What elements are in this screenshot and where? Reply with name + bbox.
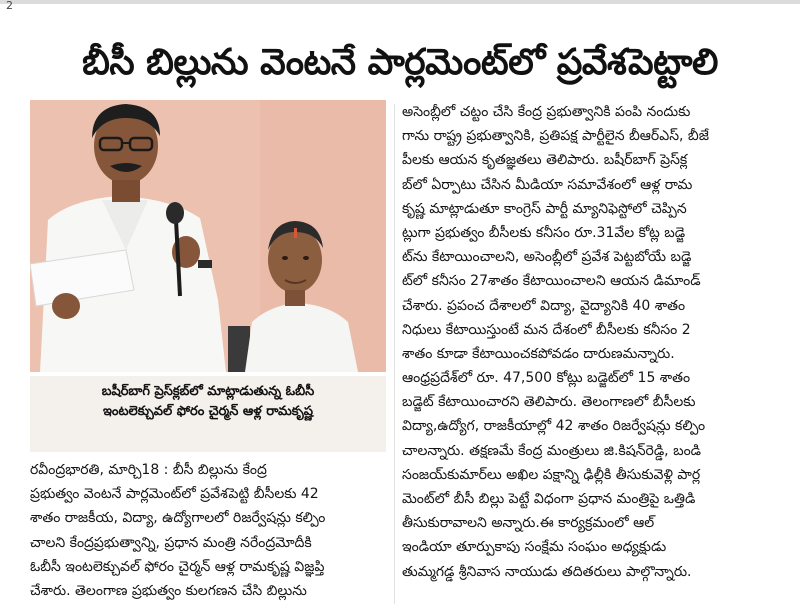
text-line: శాతం రాజకీయ, విద్యా, ఉద్యోగాలలో రిజర్వేషన్లు కల్పిం xyxy=(30,510,326,527)
text-line: చాలన్నారు. తక్షణమే కేంద్ర మంత్రులు జి.కిషన్‌రెడ్డి, బండి xyxy=(402,442,702,459)
text-line: బడ్జెట్ కేటాయించారని తెలిపారు. తెలంగాణలో బీసీలకు xyxy=(402,394,696,411)
text-line: నిధులు కేటాయిస్తుంటే మన దేశంలో బీసీలకు కనీసం 2 xyxy=(402,321,691,338)
text-line: చాలని కేంద్రప్రభుత్వాన్ని, ప్రధాన మంత్రి నరేంద్రమోదీకి xyxy=(30,534,312,551)
text-line: ట్‌లో కనీసం 27శాతం కేటాయించాలని ఆయన డిమాండ్ xyxy=(402,273,701,290)
text-line: పీలకు ఆయన కృతజ్ఞతలు తెలిపారు. బషీర్‌బాగ్ ప్రెస్‌క్ల xyxy=(402,152,688,169)
text-line: మెంట్‌లో బీసీ బిల్లు పెట్టే విధంగా ప్రధాన మంత్రిపై ఒత్తిడి xyxy=(402,491,696,507)
column-divider xyxy=(394,104,395,604)
text-line: ఇండియా తూర్పుకాపు సంక్షేమ సంఘం అధ్యక్షుడు xyxy=(402,539,667,556)
text-line: చేశారు. తెలంగాణ ప్రభుత్వం కులగణన చేసి బిల్లును xyxy=(30,582,307,599)
text-line: తుమ్మగడ్డ శ్రీనివాస నాయుడు తదితరులు పాల్గొన్నారు. xyxy=(402,563,692,580)
photo-caption xyxy=(30,376,386,452)
text-line: బ్‌లో ఏర్పాటు చేసిన మీడియా సమావేశంలో ఆళ్ల రామ xyxy=(402,176,693,193)
text-line: సంజయ్‌కుమార్‌లు అఖిల పక్షాన్ని ఢిల్లీకి తీసుకువెళ్లి పార్ల xyxy=(402,466,701,483)
text-line: గాను రాష్ట్ర ప్రభుత్వానికి, ప్రతిపక్ష పార్టీలైన బీఆర్ఎస్, బీజే xyxy=(402,128,709,145)
text-line: ప్రభుత్వం వెంటనే పార్లమెంట్‌లో ప్రవేశపెట్టి బీసీలకు 42 xyxy=(30,486,319,503)
text-line: తీసుకురావాలని అన్నారు.ఈ కార్యక్రమంలో ఆల్ xyxy=(402,515,655,532)
caption-line: బషీర్‌బాగ్ ప్రెస్‌క్లబ్‌లో మాట్లాడుతున్న ఓబీసీ xyxy=(101,384,315,399)
page-edge-text: 2 xyxy=(6,0,13,12)
text-line: విద్యా,ఉద్యోగ, రాజకీయాల్లో 42 శాతం రిజర్వేషన్లు కల్పిం xyxy=(402,418,706,435)
text-line: శాతం కూడా కేటాయించకపోవడం దారుణమన్నారు. xyxy=(402,345,675,362)
right-article-column xyxy=(402,100,774,608)
text-line: ట్‌ను కేటాయించాలని, అసెంబ్లీలో ప్రవేశ పెట్టబోయే బడ్జె xyxy=(402,249,692,266)
text-line: ఆంధ్రప్రదేశ్‌లో రూ. 47,500 కోట్లు బడ్జెట్‌లో 15 శాతం xyxy=(402,370,691,387)
text-line: ట్లుగా ప్రభుత్వం బీసీలకు కనీసం రూ.31వేల కోట్ల బడ్జె xyxy=(402,224,686,241)
text-line: అసెంబ్లీలో చట్టం చేసి కేంద్ర ప్రభుత్వానికి పంపి నందుకు xyxy=(402,104,691,120)
text-line: ఓబీసీ ఇంటలెక్చువల్ ఫోరం చైర్మన్ ఆళ్ల రామకృష్ణ విజ్ఞప్తి xyxy=(30,558,325,575)
text-line: రవీంద్రభారతి, మార్చి18 : బీసీ బిల్లును కేంద్ర xyxy=(30,462,267,478)
text-line: కృష్ణ మాట్లాడుతూ కాంగ్రెస్ పార్టీ మ్యానిఫెస్టోలో చెప్పిన xyxy=(402,200,687,217)
caption-line: ఇంటలెక్చువల్ ఫోరం చైర్మన్ ఆళ్ల రామకృష్ణ xyxy=(102,404,314,419)
left-article-column xyxy=(30,458,388,608)
article-headline: బీసీ బిల్లును వెంటనే పార్లమెంట్‌లో ప్రవేశపెట్టాలి xyxy=(82,42,718,83)
text-line: చేశారు. ప్రపంచ దేశాలలో విద్యా, వైద్యానికి 40 శాతం xyxy=(402,297,686,314)
article-photo xyxy=(30,100,386,372)
